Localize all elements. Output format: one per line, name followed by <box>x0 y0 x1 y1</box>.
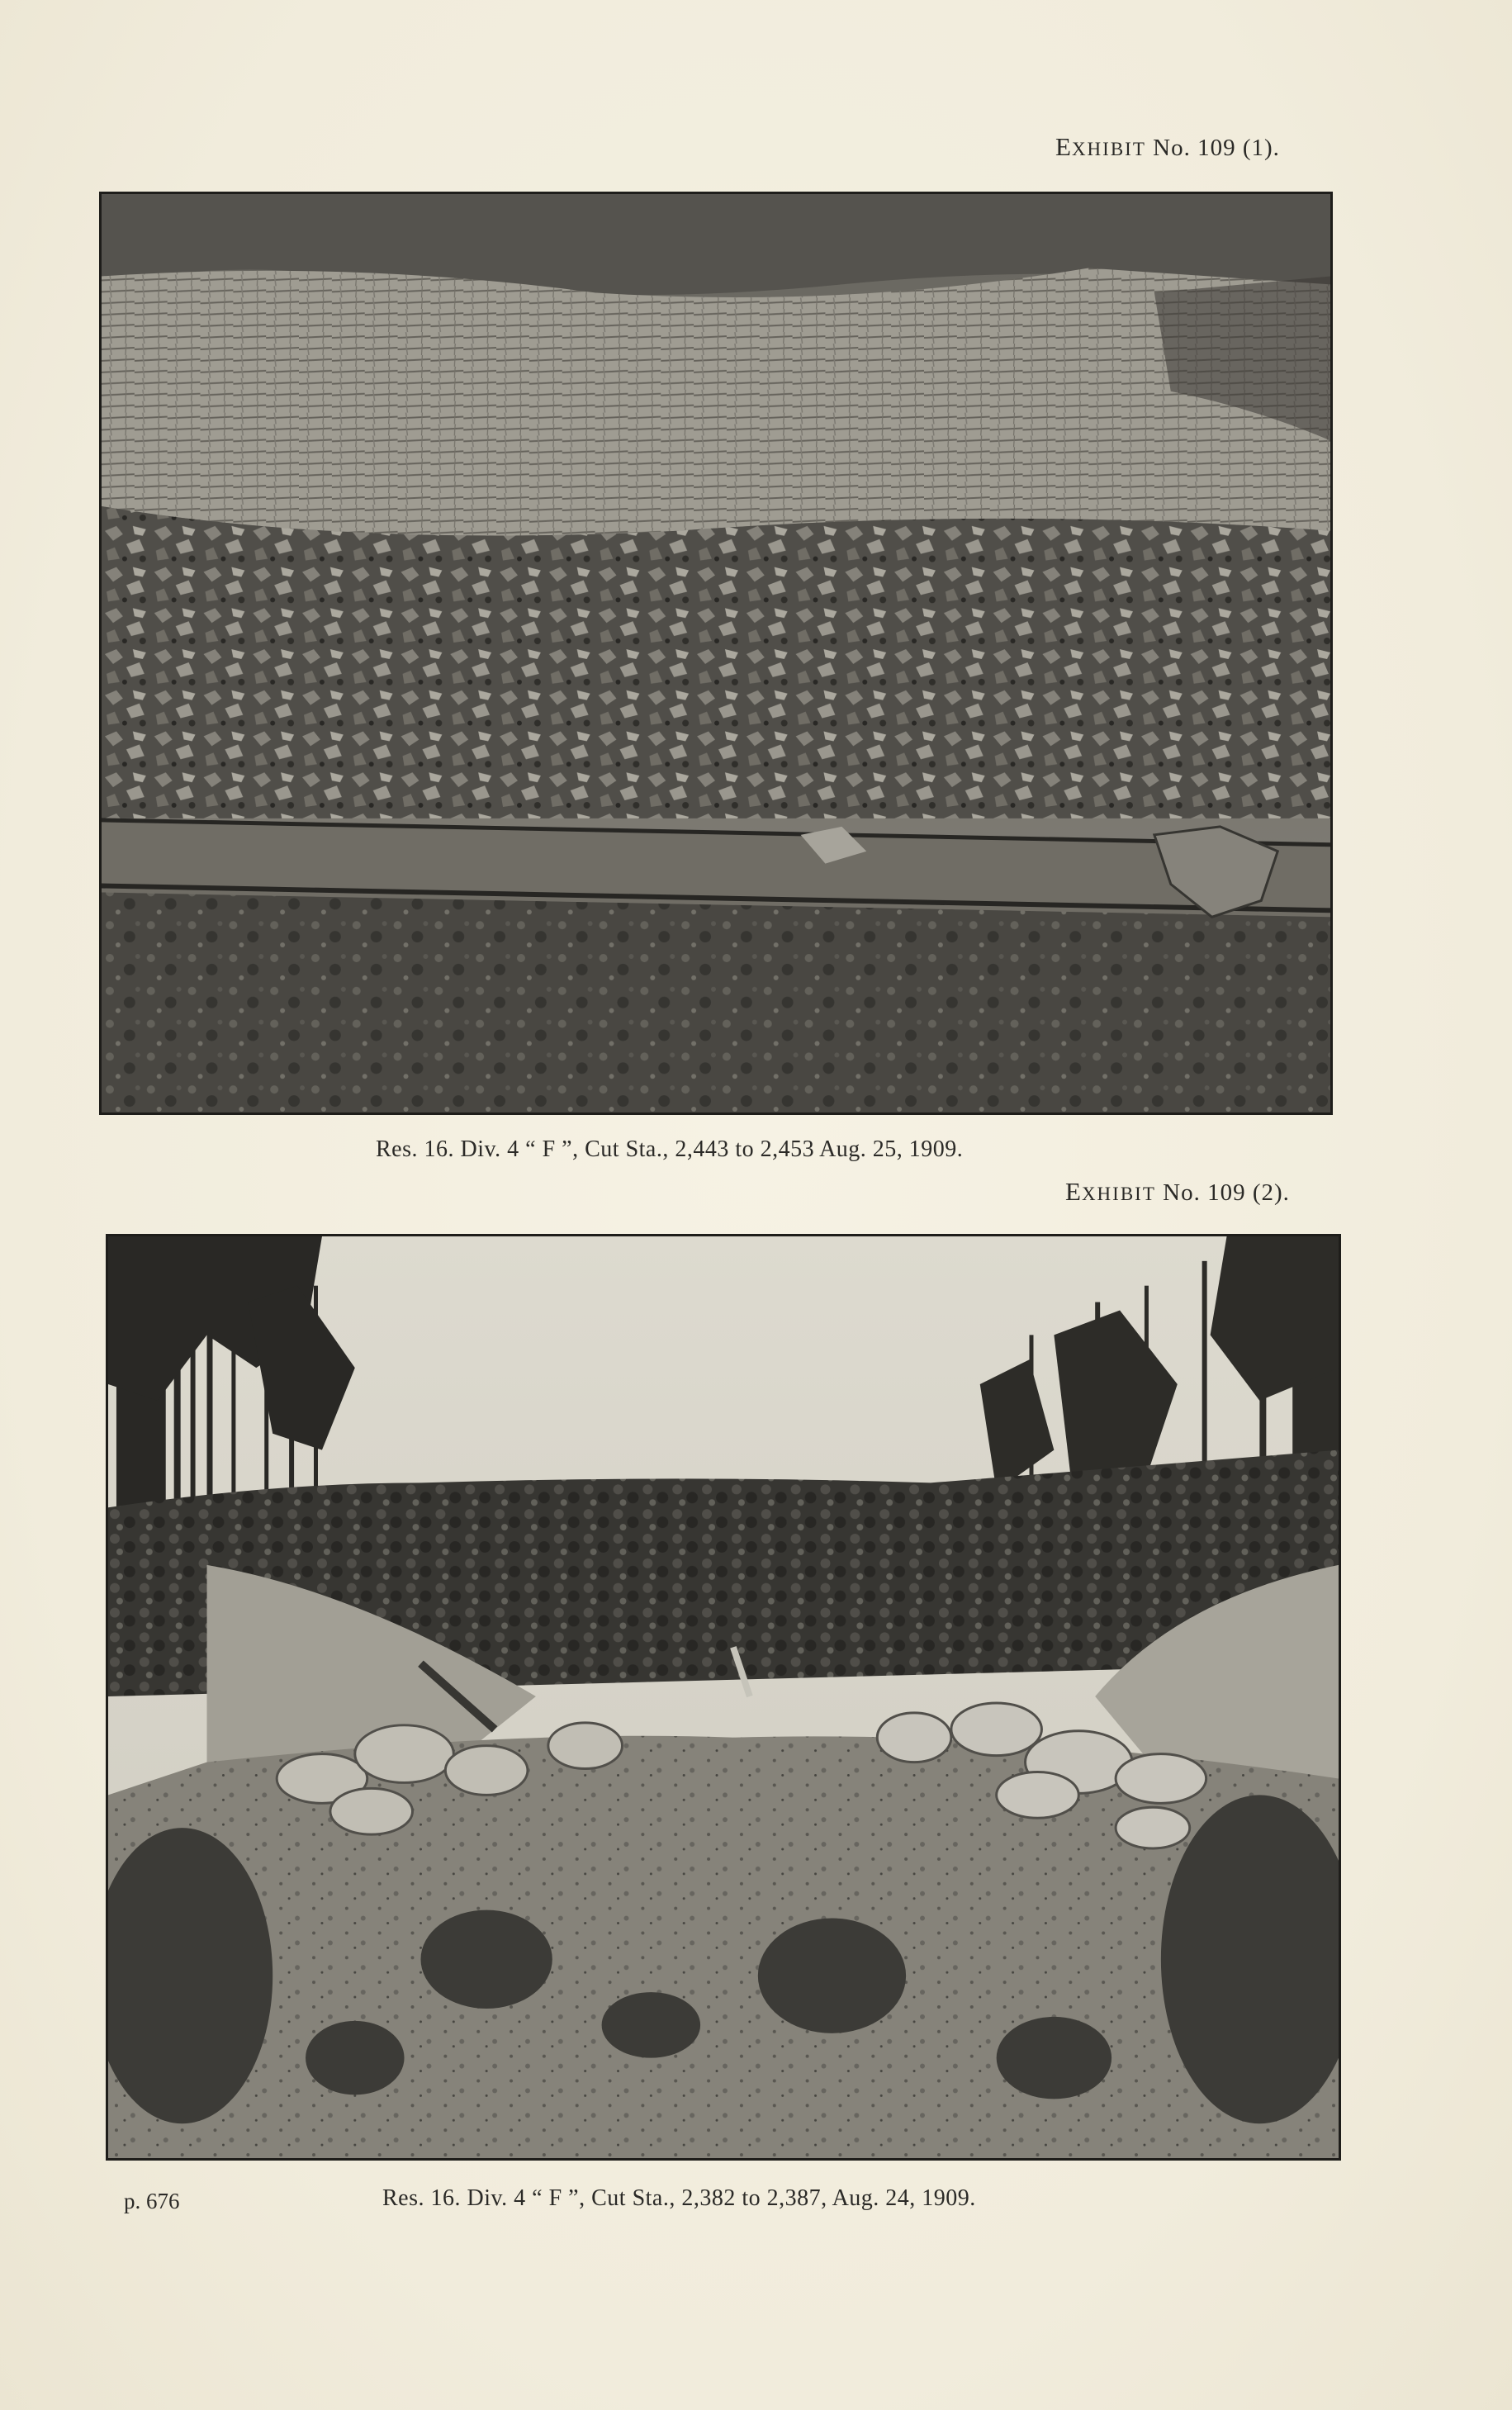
exhibit-label-2-number: No. 109 (2). <box>1163 1179 1290 1206</box>
exhibit-label-1-initial: E <box>1055 132 1072 161</box>
photo-rock-cut-face <box>99 192 1333 1115</box>
exhibit-label-1-word: XHIBIT <box>1071 139 1146 159</box>
exhibit-label-1-number: No. 109 (1). <box>1153 135 1280 161</box>
photo-rock-cut-face-image <box>102 194 1330 1112</box>
exhibit-label-2-word: XHIBIT <box>1081 1184 1156 1204</box>
photo-caption-2: Res. 16. Div. 4 “ F ”, Cut Sta., 2,382 to 2,387, Aug. 24, 1909. <box>382 2185 976 2211</box>
page-number: p. 676 <box>124 2189 180 2213</box>
photo-caption-1: Res. 16. Div. 4 “ F ”, Cut Sta., 2,443 to 2,453 Aug. 25, 1909. <box>376 1136 964 1162</box>
exhibit-label-1 <box>1055 132 1280 162</box>
exhibit-label-2 <box>1065 1177 1290 1207</box>
exhibit-label-2-initial: E <box>1065 1177 1082 1206</box>
photo-forest-cut-image <box>108 1236 1339 2158</box>
photo-forest-cut <box>106 1234 1341 2161</box>
